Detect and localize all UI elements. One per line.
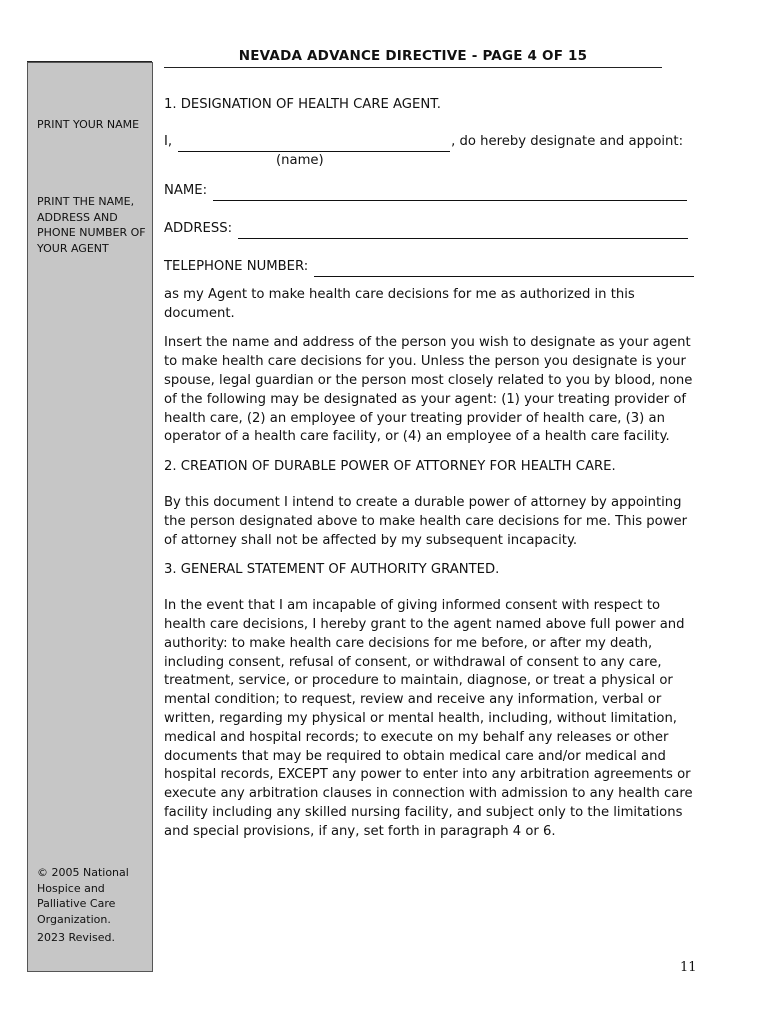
section1-heading: 1. DESIGNATION OF HEALTH CARE AGENT. bbox=[164, 97, 441, 112]
section3-heading: 3. GENERAL STATEMENT OF AUTHORITY GRANTED. bbox=[164, 562, 500, 578]
designate-suffix: , do hereby designate and appoint: bbox=[451, 133, 684, 149]
agent-statement: as my Agent to make health care decisions for me as authorized in this document. bbox=[164, 286, 635, 321]
agent-telephone-label: TELEPHONE NUMBER: bbox=[164, 258, 309, 274]
section2-heading: 2. CREATION OF DURABLE POWER OF ATTORNEY FOR HEALTH CARE. bbox=[164, 459, 616, 475]
section2-body: By this document I intend to create a durable power of attorney by appointing the person designated above to make health care decisions for me. This power of attorney shall not be affected by my subsequent incapacity. bbox=[164, 494, 688, 548]
page-header-title: NEVADA ADVANCE DIRECTIVE - PAGE 4 OF 15 bbox=[164, 48, 662, 68]
sidebar-copyright bbox=[37, 865, 149, 946]
instruction-sidebar bbox=[27, 62, 153, 972]
agent-address-field[interactable] bbox=[238, 224, 688, 239]
agent-name-field[interactable] bbox=[213, 186, 687, 201]
sidebar-note-print-name: PRINT YOUR NAME bbox=[37, 118, 140, 131]
name-caption: (name) bbox=[276, 152, 324, 168]
agent-name-label: NAME: bbox=[164, 183, 208, 199]
agent-address-label: ADDRESS: bbox=[164, 221, 233, 237]
copyright-text: © 2005 National Hospice and Palliative Care Organization. bbox=[37, 866, 129, 926]
agent-name-row bbox=[164, 182, 698, 201]
designation-instructions: Insert the name and address of the person you wish to designate as your agent to make health care decisions for you. Unless the person you designate is your spouse, legal guardian or the person most closely related to you by blood, none of the following may be designated as your agent: (1) your treating provider of health care, (2) an employee of your treating provider of health care, (3) an operator of a health care facility, or (4) an employee of a health care facility. bbox=[164, 335, 693, 445]
sidebar-note-print-agent: PRINT THE NAME, ADDRESS AND PHONE NUMBER OF YOUR AGENT bbox=[37, 195, 146, 255]
revised-text: 2023 Revised. bbox=[37, 931, 115, 944]
agent-telephone-field[interactable] bbox=[314, 262, 694, 277]
agent-telephone-row bbox=[164, 258, 698, 277]
designator-row bbox=[164, 133, 698, 152]
section3-body: In the event that I am incapable of giving informed consent with respect to health care decisions, I hereby grant to the agent named above full power and authority: to make health care decisions for me before, or after my death, including consent, refusal of consent, or withdrawal of consent to any care, treatment, service, or procedure to maintain, diagnose, or treat a physical or mental condition; to request, review and receive any information, verbal or written, regarding my physical or mental health, including, without limitation, medical and hospital records; to execute on my behalf any releases or other documents that may be required to obtain medical care and/or medical and hospital records, EXCEPT any power to enter into any arbitration agreements or execute any arbitration clauses in connection with admission to any health care facility including any skilled nursing facility, and subject only to the limitations and special provisions, if any, set forth in paragraph 4 or 6. bbox=[164, 598, 693, 839]
page-number: 11 bbox=[680, 960, 697, 975]
agent-address-row bbox=[164, 220, 698, 239]
principal-name-field[interactable] bbox=[178, 137, 450, 152]
document-body bbox=[164, 96, 698, 842]
designate-prefix: I, bbox=[164, 133, 173, 149]
